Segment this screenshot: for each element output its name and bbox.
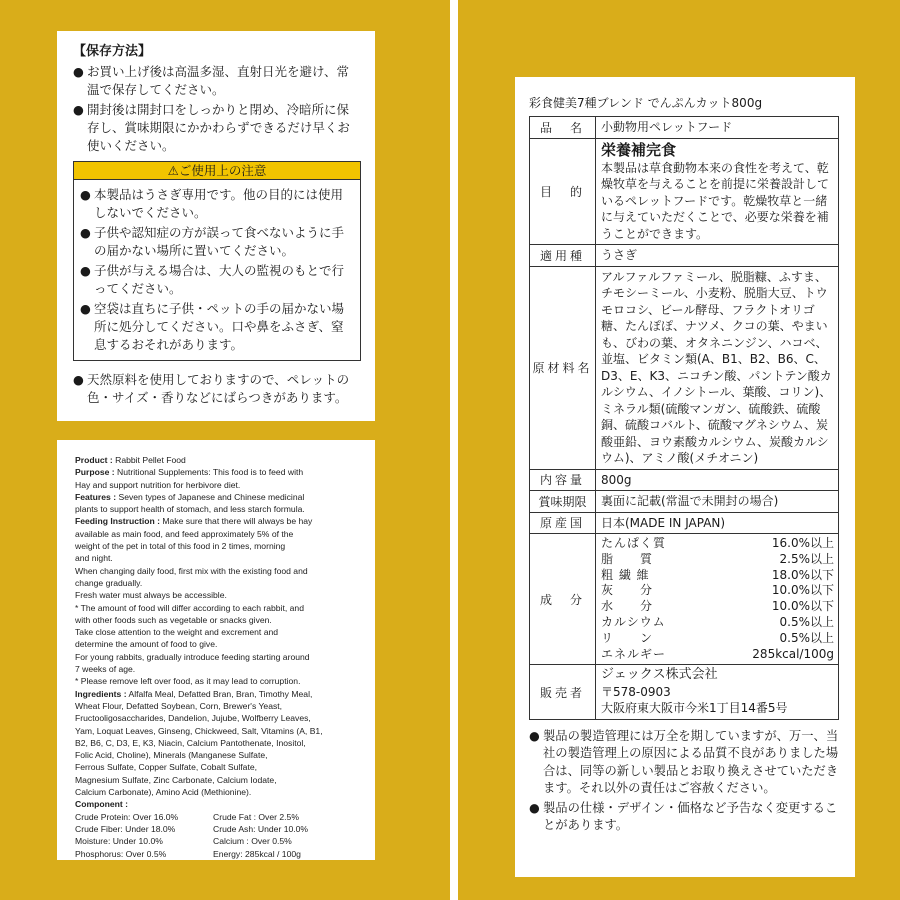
storage-title: 【保存方法】 xyxy=(73,44,152,59)
feeding-line: change gradually. xyxy=(75,577,143,588)
ingredients-line: Magnesium Sulfate, Zinc Carbonate, Calcium Iodate, xyxy=(75,774,277,785)
table-row xyxy=(530,665,839,720)
row-key: 賞味期限 xyxy=(530,491,596,513)
caution-box xyxy=(73,161,361,361)
purpose-heading: 栄養補完食 xyxy=(601,140,677,159)
row-key: 成 分 xyxy=(530,534,596,665)
component-value: 2.5%以上 xyxy=(779,551,834,566)
purpose-line: Nutritional Supplements: This food is to feed with xyxy=(114,467,304,478)
component-row xyxy=(601,536,834,552)
features-line: Seven types of Japanese and Chinese medicinal xyxy=(116,491,305,502)
component-name: リ ン xyxy=(601,630,654,645)
feeding-line: Fresh water must always be accessible. xyxy=(75,590,227,601)
component-value: 10.0%以下 xyxy=(771,583,834,598)
table-row xyxy=(530,117,839,139)
feeding-line: * Please remove left over food, as it may lead to corruption. xyxy=(75,676,301,687)
table-row xyxy=(530,245,839,267)
feeding-line: Take close attention to the weight and excrement and xyxy=(75,627,279,638)
row-value: アルファルファミール、脱脂糠、ふすま、チモシーミール、小麦粉、脱脂大豆、トウモロコシ、ビール酵母、フラクトオリゴ糖、たんぽぽ、ナツメ、クコの葉、やまいも、びわの葉、オタネニンジン、ハコベ、並塩、ビタミン類(A、B1、B2、B6、C、D3、E、K3、ニコチン酸、パントテン酸カルシウム、イノシトール、葉酸、コリン)、ミネラル類(硫酸マンガン、硫酸鉄、硫酸銅、硫酸コバルト、硫酸マグネシウム、炭酸亜鉛、ヨウ素酸カルシウム、炭酸カルシウム)、アミノ酸(メチオニン) xyxy=(596,266,839,469)
ingredients-line: Calcium Carbonate), Amino Acid (Methionine). xyxy=(75,787,252,798)
label-panel xyxy=(515,77,855,877)
product-title: 彩食健美7種ブレンド でんぷんカット800g xyxy=(529,96,763,110)
table-row xyxy=(530,534,839,665)
component-name: 水 分 xyxy=(601,599,654,614)
component-value: 0.5%以上 xyxy=(779,614,834,629)
storage-panel xyxy=(57,31,375,421)
component-item: Moisture: Under 10.0% xyxy=(75,836,163,847)
purpose-label: Purpose : xyxy=(75,467,115,478)
component-value: 16.0%以上 xyxy=(771,536,834,550)
ingredients-line: Alfalfa Meal, Defatted Bran, Bran, Timothy Meal, xyxy=(126,688,313,699)
row-value: 800g xyxy=(596,469,839,491)
component-row xyxy=(601,615,834,631)
storage-item: ● お買い上げ後は高温多湿、直射日光を避け、常温で保存してください。 xyxy=(73,63,361,99)
feeding-line: * The amount of food will differ according to each rabbit, and xyxy=(75,602,304,613)
ingredients-line: Folic Acid, Choline), Minerals (Manganese Sulfate, xyxy=(75,750,268,761)
component-grid xyxy=(75,811,365,860)
feeding-line: For young rabbits, gradually introduce feeding starting around xyxy=(75,651,310,662)
row-value: 裏面に記載(常温で未開封の場合) xyxy=(596,491,839,513)
ingredients-line: Wheat Flour, Defatted Soybean, Corn, Brewer's Yeast, xyxy=(75,700,283,711)
component-item: Crude Ash: Under 10.0% xyxy=(213,823,309,834)
component-value: 18.0%以下 xyxy=(771,567,834,582)
component-name: たんぱく質 xyxy=(601,536,667,550)
features-label: Features : xyxy=(75,491,117,502)
note-item: ● 製品の製造管理には万全を期していますが、万一、当社の製造管理上の原因による品質不良がありました場合は、同等の新しい製品とお取り換えさせていただきます。それ以外の責任はご容赦ください。 xyxy=(529,728,841,798)
component-item: Crude Protein: Over 16.0% xyxy=(75,811,179,822)
english-panel xyxy=(57,440,375,860)
component-item: Crude Fat : Over 2.5% xyxy=(213,811,299,822)
table-row xyxy=(530,491,839,513)
component-value: 0.5%以上 xyxy=(779,630,834,645)
row-key: 内容量 xyxy=(530,469,596,491)
component-row xyxy=(601,568,834,584)
product-label: Product : xyxy=(75,455,113,465)
component-value: 10.0%以下 xyxy=(771,599,834,614)
caution-item: ● 空袋は直ちに子供・ペットの手の届かない場所に処分してください。口や鼻をふさぎ、窒息するおそれがあります。 xyxy=(80,300,354,354)
caution-title: ⚠ご使用上の注意 xyxy=(74,162,360,180)
ingredients-line: Fructooligosaccharides, Dandelion, Jujube, Wolfberry Leaves, xyxy=(75,713,311,724)
product-value: Rabbit Pellet Food xyxy=(112,455,186,465)
component-row xyxy=(601,631,834,647)
features-line: plants to support health of stomach, and less starch formula. xyxy=(75,504,305,515)
feeding-line: 7 weeks of age. xyxy=(75,664,136,675)
feeding-line: and night. xyxy=(75,553,113,564)
ingredients-line: Ferrous Sulfate, Copper Sulfate, Cobalt Sulfate, xyxy=(75,762,258,773)
component-name: 脂 質 xyxy=(601,551,654,566)
caution-item: ● 本製品はうさぎ専用です。他の目的には使用しないでください。 xyxy=(80,186,354,222)
row-value: うさぎ xyxy=(596,245,839,267)
component-name: 灰 分 xyxy=(601,583,654,598)
component-name: 粗 繊 維 xyxy=(601,567,650,582)
row-key: 品 名 xyxy=(530,117,596,139)
component-item: Phosphorus: Over 0.5% xyxy=(75,848,167,859)
feeding-line: with other foods such as vegetable or snacks given. xyxy=(75,614,272,625)
component-row xyxy=(601,583,834,599)
component-item: Crude Fiber: Under 18.0% xyxy=(75,823,176,834)
feeding-label: Feeding Instruction : xyxy=(75,516,160,527)
component-row xyxy=(601,552,834,568)
component-row xyxy=(601,599,834,615)
row-key: 販売者 xyxy=(530,665,596,720)
component-row xyxy=(601,647,834,663)
spec-table xyxy=(529,116,839,720)
row-value: 小動物用ペレットフード xyxy=(596,117,839,139)
feeding-line: weight of the pet in total of this food in 2 times, morning xyxy=(75,541,286,552)
row-key: 原材料名 xyxy=(530,266,596,469)
seller-zip: 〒578-0903 xyxy=(601,684,671,699)
component-label: Component : xyxy=(75,799,128,810)
feeding-line: When changing daily food, first mix with the existing food and xyxy=(75,565,308,576)
table-row xyxy=(530,266,839,469)
row-key: 原産国 xyxy=(530,512,596,534)
component-name: エネルギー xyxy=(601,646,667,661)
component-item: Energy: 285kcal / 100g xyxy=(213,848,301,859)
table-row xyxy=(530,512,839,534)
note-item: ● 製品の仕様・デザイン・価格など予告なく変更することがあります。 xyxy=(529,800,841,835)
caution-item: ● 子供や認知症の方が誤って食べないように手の届かない場所に置いてください。 xyxy=(80,224,354,260)
notes xyxy=(529,728,841,835)
divider-strip xyxy=(450,0,458,900)
natural-ingredients-note: ● 天然原料を使用しておりますので、ペレットの色・サイズ・香りなどにばらつきがあります。 xyxy=(73,371,361,407)
components-list xyxy=(596,534,839,665)
ingredients-line: B2, B6, C, D3, E, K3, Niacin, Calcium Pantothenate, Inositol, xyxy=(75,737,306,748)
storage-item: ● 開封後は開封口をしっかりと閉め、冷暗所に保存し、賞味期限にかかわらずできるだけ早くお使いください。 xyxy=(73,101,361,155)
row-key: 目 的 xyxy=(530,138,596,245)
seller-name: ジェックス株式会社 xyxy=(601,667,718,683)
feeding-line: available as main food, and feed approximately 5% of the xyxy=(75,528,294,539)
caution-item: ● 子供が与える場合は、大人の監視のもとで行ってください。 xyxy=(80,262,354,298)
table-row xyxy=(530,138,839,245)
purpose-line: Hay and support nutrition for herbivore diet. xyxy=(75,479,241,490)
feeding-line: Make sure that there will always be hay xyxy=(159,516,313,527)
seller-address: 大阪府東大阪市今米1丁目14番5号 xyxy=(601,701,788,716)
ingredients-line: Yam, Loquat Leaves, Ginseng, Chickweed, Salt, Vitamins (A, B1, xyxy=(75,725,323,736)
row-value: 日本(MADE IN JAPAN) xyxy=(596,512,839,534)
component-name: カルシウム xyxy=(601,614,666,629)
table-row xyxy=(530,469,839,491)
row-key: 適用種 xyxy=(530,245,596,267)
purpose-text: 本製品は草食動物本来の食性を考えて、乾燥牧草を与えることを前提に栄養設計しているペレットフードです。乾燥牧草と一緒に与えていただくことで、必要な栄養を補うことができます。 xyxy=(601,160,830,241)
component-item: Calcium : Over 0.5% xyxy=(213,836,292,847)
feeding-line: determine the amount of food to give. xyxy=(75,639,218,650)
component-value: 285kcal/100g xyxy=(752,646,834,661)
ingredients-label: Ingredients : xyxy=(75,688,127,699)
